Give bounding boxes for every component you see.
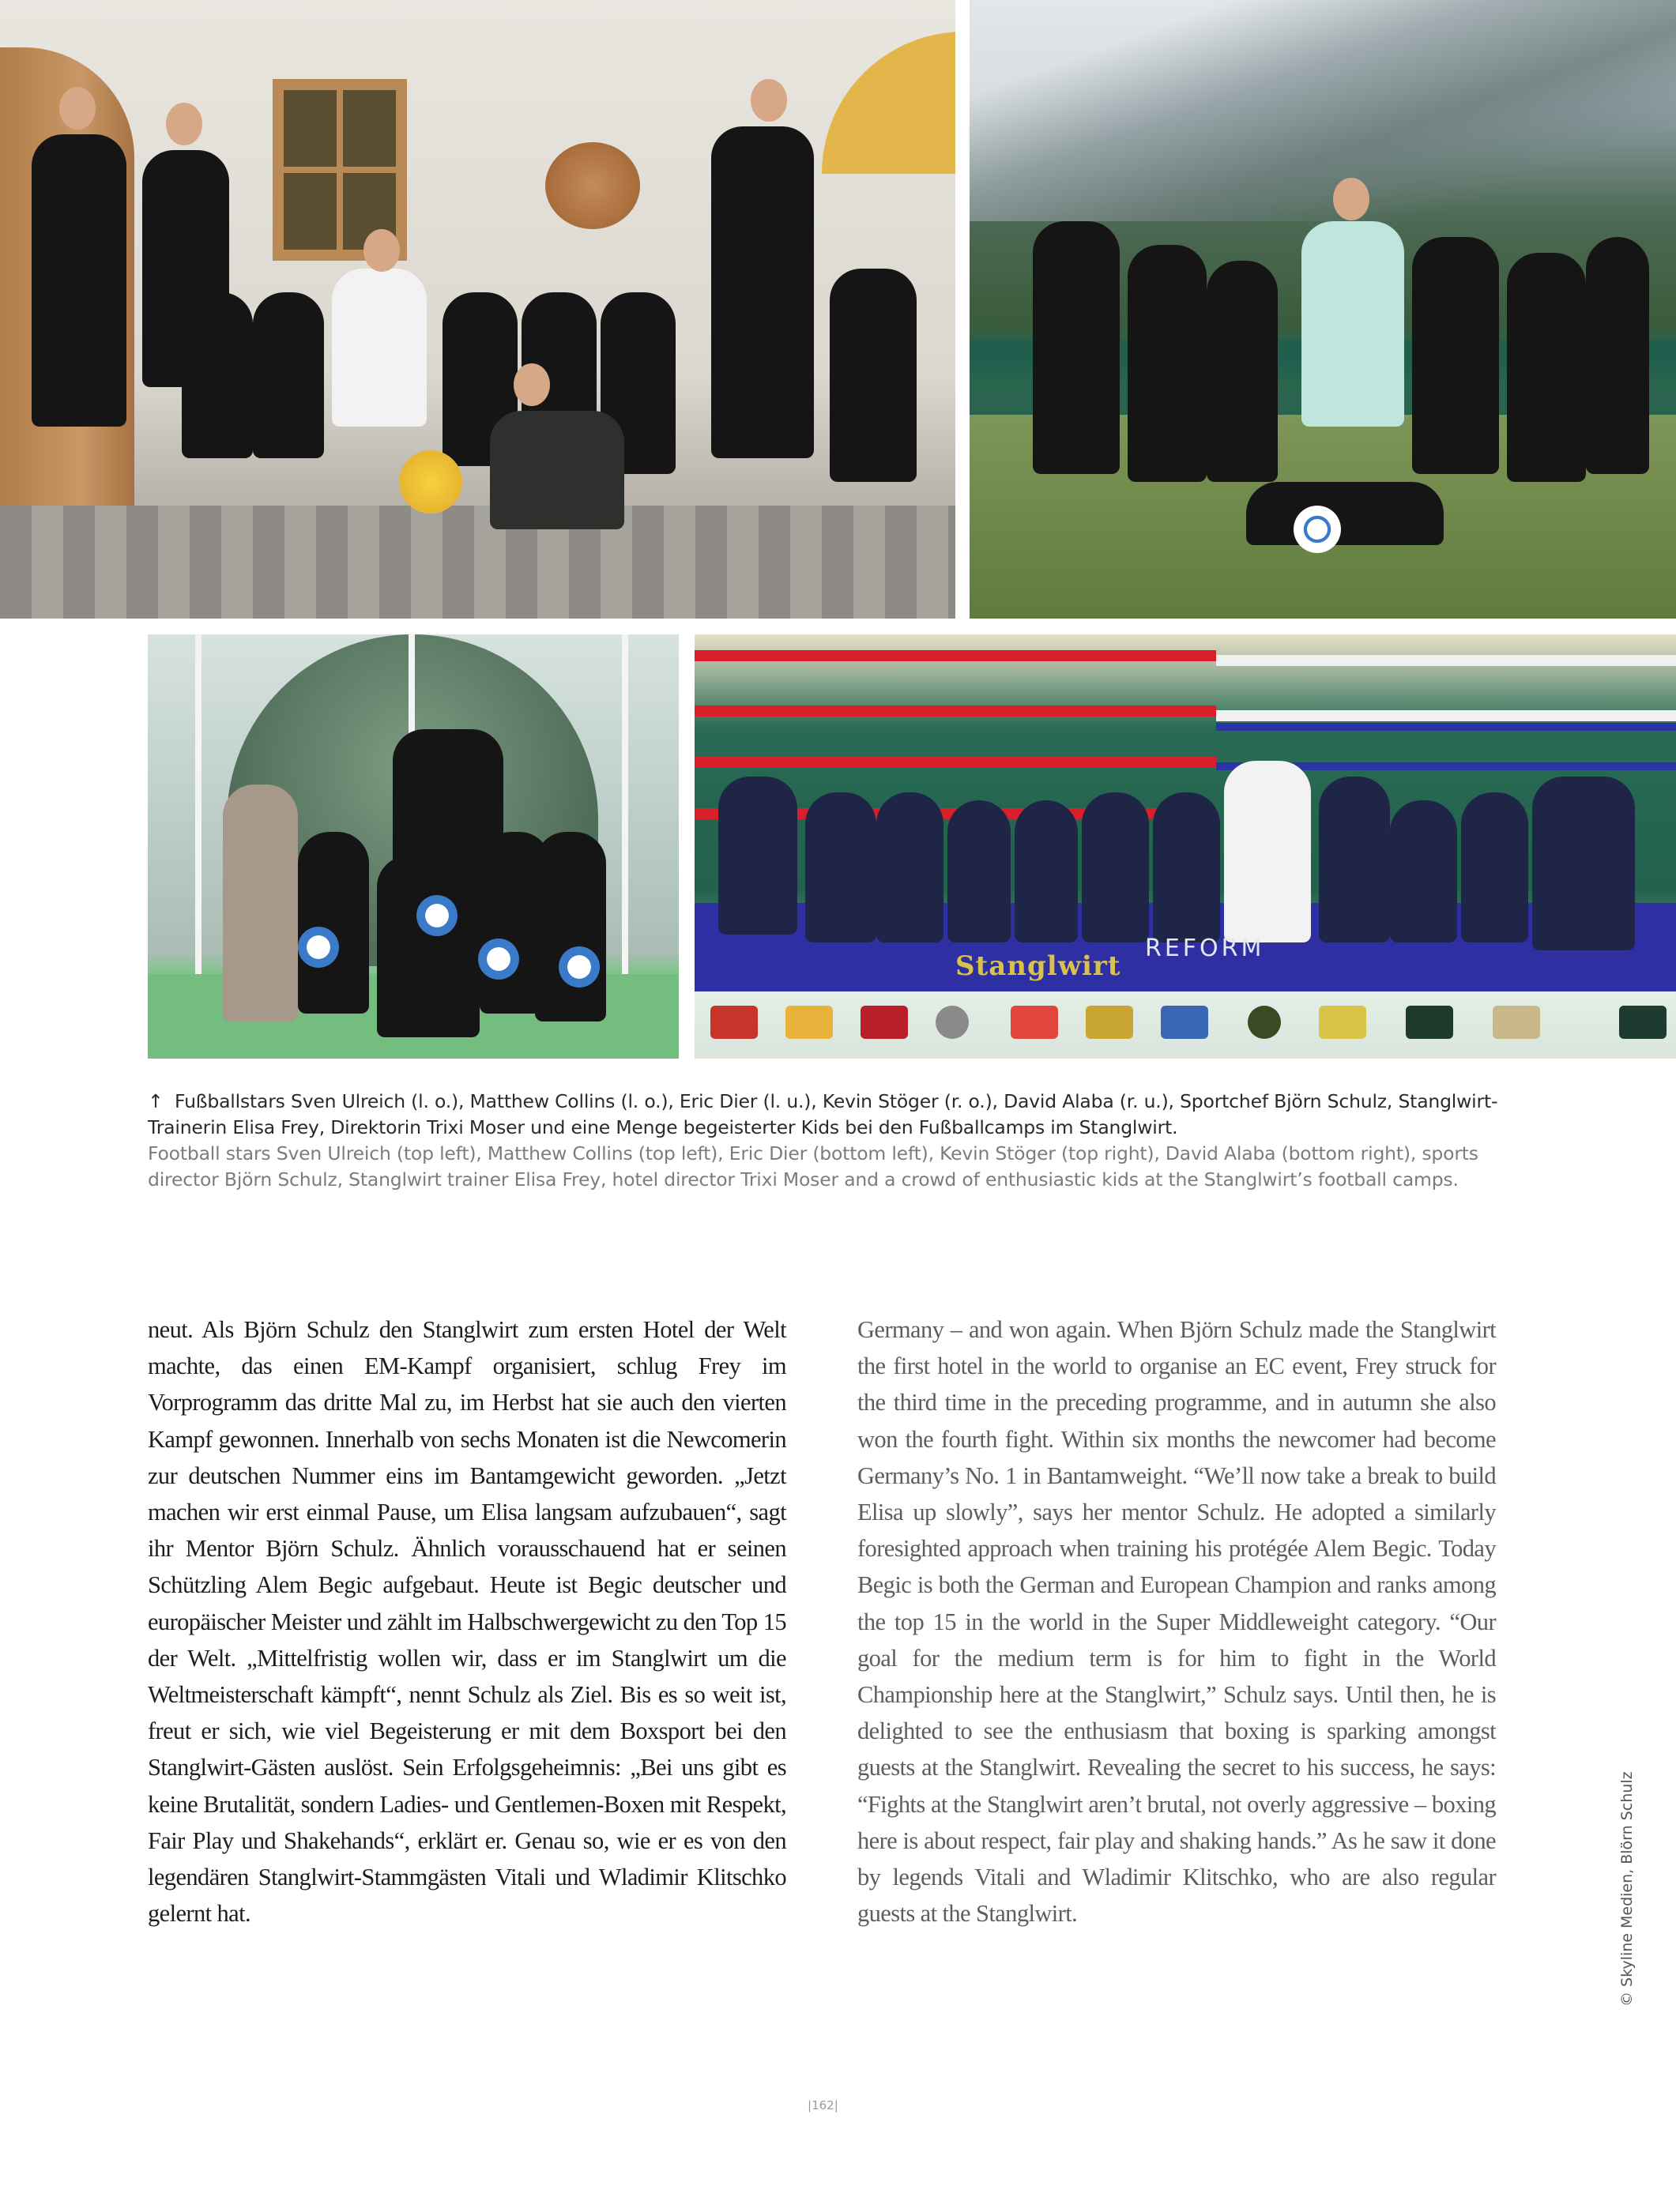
- person: [182, 292, 253, 458]
- person: [332, 269, 427, 427]
- person: [1153, 792, 1220, 942]
- sponsor-logo: [1011, 1006, 1058, 1039]
- caption-german-text: Fußballstars Sven Ulreich (l. o.), Matthew Collins (l. o.), Eric Dier (l. u.), Kevin Stöger (r. o.), David Alaba (r. u.), Sportchef Björn Schulz, Stanglwirt-Trainerin Elisa Frey, Direktorin Trixi Moser und eine Menge begeisterter Kids bei den Fußballcamps im Stanglwirt.: [148, 1090, 1498, 1138]
- sponsor-logo: [785, 1006, 833, 1039]
- person: [32, 134, 126, 427]
- window-frame: [622, 634, 628, 974]
- person: [1128, 245, 1207, 482]
- banner-brand-stanglwirt: Stanglwirt: [955, 950, 1121, 982]
- person-head: [1333, 178, 1369, 220]
- arrow-up-icon: ↑: [148, 1090, 164, 1112]
- football-icon: [559, 946, 600, 988]
- ring-rope-red: [695, 705, 1216, 717]
- page-bracket-right: |: [834, 2098, 838, 2112]
- mountains: [970, 0, 1676, 221]
- photo-caption: [148, 1089, 1507, 1193]
- window-frame: [195, 634, 201, 974]
- ring-rope-white: [1216, 710, 1676, 721]
- photo-credit: © Skyline Medien, Blörn Schulz: [1618, 1771, 1636, 2007]
- football-icon: [399, 450, 462, 514]
- ring-rope-red: [695, 650, 1216, 661]
- person: [1532, 777, 1635, 950]
- football-icon: [298, 927, 339, 968]
- person-head: [59, 87, 96, 130]
- photo-indoor-arch: [148, 634, 679, 1059]
- person: [1586, 237, 1649, 474]
- person: [830, 269, 917, 482]
- person: [876, 792, 943, 942]
- person: [1301, 221, 1404, 427]
- yellow-awning: [822, 32, 955, 174]
- person: [1224, 761, 1311, 942]
- person: [1319, 777, 1390, 942]
- person: [535, 832, 606, 1021]
- page-number: [808, 2098, 838, 2112]
- sponsor-logo: [936, 1006, 969, 1039]
- sponsor-logo: [861, 1006, 908, 1039]
- sponsor-logo: [1493, 1006, 1540, 1039]
- sponsor-logo: [1086, 1006, 1133, 1039]
- person-head: [166, 103, 202, 145]
- person: [490, 411, 624, 529]
- sponsor-logo: [1406, 1006, 1453, 1039]
- person: [947, 800, 1011, 942]
- sponsor-logo: [1161, 1006, 1208, 1039]
- wall-ornament: [545, 142, 640, 229]
- caption-german: [148, 1089, 1507, 1141]
- person: [1507, 253, 1586, 482]
- person: [1015, 800, 1078, 942]
- person: [718, 777, 797, 935]
- person: [1412, 237, 1499, 474]
- person: [253, 292, 324, 458]
- person-head: [363, 229, 400, 272]
- sponsor-logo: [1248, 1006, 1281, 1039]
- person-head: [514, 363, 550, 406]
- ring-rope-blue: [1216, 723, 1676, 731]
- person: [1082, 792, 1149, 942]
- body-german-paragraph: neut. Als Björn Schulz den Stanglwirt zum ersten Hotel der Welt machte, das einen EM-Kampf organisiert, schlug Frey im Vorprogramm das dritte Mal zu, im Herbst hat sie auch den vierten Kampf gewonnen. Innerhalb von sechs Monaten ist die Newcomerin zur deutschen Nummer eins im Bantamgewicht geworden. „Jetzt machen wir erst einmal Pause, um Elisa langsam aufzubauen“, sagt ihr Mentor Björn Schulz. Ähnlich vorausschauend hat er seinen Schützling Alem Begic aufgebaut. Heute ist Begic deutscher und europäischer Meister und zählt im Halbschwergewicht zu den Top 15 der Welt. „Mittelfristig wollen wir, dass er im Stanglwirt um die Weltmeisterschaft kämpft“, nennt Schulz als Ziel. Bis es so weit ist, freut er sich, wie viel Begeisterung er mit dem Boxsport bei den Stanglwirt-Gästen auslöst. Sein Erfolgsgeheimnis: „Bei uns gibt es keine Brutalität, sondern Ladies- und Gentlemen-Boxen mit Respekt, Fair Play und Shakehands“, erklärt er. Genau so, wie er es von den legendären Stanglwirt-Stammgästen Vitali und Wladimir Klitschko gelernt hat.: [148, 1316, 786, 1928]
- person: [1207, 261, 1278, 482]
- person: [805, 792, 876, 942]
- body-column-german: [148, 1311, 786, 1932]
- caption-english: Football stars Sven Ulreich (top left), Matthew Collins (top left), Eric Dier (bottom left), Kevin Stöger (top right), David Alaba (bottom right), sports director Björn Schulz, Stanglwirt trainer Elisa Frey, hotel director Trixi Moser and a crowd of enthusiastic kids at the Stanglwirt’s football camps.: [148, 1142, 1478, 1191]
- person: [377, 856, 480, 1037]
- football-icon: [1294, 506, 1341, 553]
- person-head: [751, 79, 787, 122]
- football-icon: [416, 895, 458, 936]
- person: [1390, 800, 1457, 942]
- body-column-english: [857, 1311, 1496, 1932]
- banner-brand-reform: REFORM: [1145, 935, 1265, 962]
- football-icon: [478, 939, 519, 980]
- page-bracket-left: |: [808, 2098, 812, 2112]
- cobblestone-ground: [0, 506, 955, 619]
- person: [1246, 482, 1444, 545]
- person: [711, 126, 814, 458]
- ring-rope-red: [695, 757, 1216, 768]
- person: [223, 784, 298, 1021]
- sponsor-logo: [1619, 1006, 1667, 1039]
- person: [1461, 792, 1528, 942]
- ring-rope-white: [1216, 655, 1676, 666]
- photo-courtyard-football-camp: [0, 0, 955, 619]
- person: [1033, 221, 1120, 474]
- photo-pitch-mountains: [970, 0, 1676, 619]
- sponsor-logo: [1319, 1006, 1366, 1039]
- page-number-value: 162: [812, 2098, 834, 2112]
- body-english-paragraph: Germany – and won again. When Björn Schulz made the Stanglwirt the first hotel in the world to organise an EC event, Frey struck for the third time in the preceding programme, and in autumn she also won the fourth fight. Within six months the newcomer had become Germany’s No. 1 in Bantamweight. “We’ll now take a break to build Elisa up slowly”, says her mentor Schulz. He adopted a similarly foresighted approach when training his protégée Alem Begic. Today Begic is both the German and European Champion and ranks among the top 15 in the world in the Super Middleweight category. “Our goal for the medium term is for him to fight in the World Championship here at the Stanglwirt,” Schulz says. Until then, he is delighted to see the enthusiasm that boxing is sparking amongst guests at the Stanglwirt. Revealing the secret to his success, he says: “Fights at the Stanglwirt aren’t brutal, not overly aggressive – boxing here is about respect, fair play and shaking hands.” As he saw it done by legends Vitali and Wladimir Klitschko, who are also regular guests at the Stanglwirt.: [857, 1316, 1496, 1928]
- person: [298, 832, 369, 1014]
- photo-boxing-ring: [695, 634, 1676, 1059]
- sponsor-logo: [710, 1006, 758, 1039]
